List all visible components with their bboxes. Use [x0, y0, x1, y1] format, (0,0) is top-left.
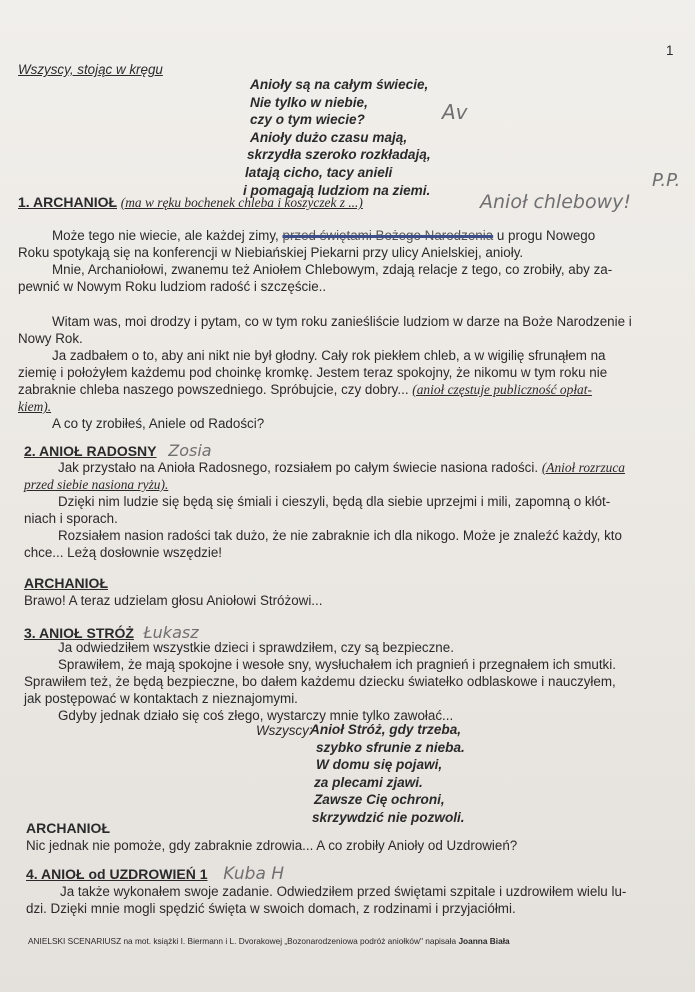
poem-line: szybko sfrunie z nieba. — [316, 739, 465, 755]
stage-direction: (ma w ręku bochenek chleba i koszyczek z ...) — [120, 195, 363, 210]
stage-direction: (anioł częstuje publiczność opłat- — [412, 382, 592, 397]
poem-line: latają cicho, tacy anieli — [245, 164, 393, 180]
section-1-heading — [18, 194, 488, 211]
page-number: 1 — [666, 43, 674, 58]
paragraph: dzi. Dzięki mnie mogli spędzić święta w swoich domach, z rodzinami i przyjaciółmi. — [26, 901, 516, 916]
section-2-body — [24, 459, 670, 561]
paragraph: Brawo! A teraz udzielam głosu Aniołowi Stróżowi... — [24, 593, 323, 608]
handwritten-note: Av — [442, 100, 468, 124]
poem-line: czy o tym wiecie? — [250, 112, 365, 128]
paragraph: A co ty zrobiłeś, Aniele od Radości? — [52, 416, 265, 431]
poem-line: skrzywdzić nie pozwoli. — [312, 809, 465, 825]
poem-line: Anioły są na całym świecie, — [250, 77, 429, 92]
paragraph: niach i sporach. — [24, 511, 118, 526]
paragraph: Sprawiłem też, że będą bezpieczne, bo dałem każdemu dziecku światełko odblaskowe i nauczyłem, — [24, 674, 616, 689]
poem-line: Zawsze Cię ochroni, — [314, 792, 445, 808]
section-4-body — [26, 883, 666, 917]
poem-speaker: Wszyscy: — [256, 723, 313, 738]
section-1-body — [18, 227, 672, 432]
paragraph: Dzięki nim ludzie się będą się śmiali i cieszyli, będą dla siebie uprzejmi i mili, zapomną o kłót- — [58, 494, 611, 509]
handwritten-note: P.P. — [652, 170, 681, 191]
paragraph: Witam was, moi drodzy i pytam, co w tym roku zanieśliście ludziom w darze na Boże Narodzenie i — [52, 314, 632, 329]
section-title: 3. ANIOŁ STRÓŻ — [24, 625, 134, 641]
archaniol-block-2 — [26, 820, 517, 854]
paragraph: Nowy Rok. — [18, 331, 83, 346]
paragraph: Ja także wykonałem swoje zadanie. Odwiedziłem przed świętami szpitale i uzdrowiłem wielu lu- — [60, 884, 627, 899]
stage-direction: kiem). — [18, 399, 52, 414]
paragraph: Ja odwiedziłem wszystkie dzieci i sprawdziłem, czy są bezpieczne. — [58, 640, 454, 655]
struck-text: przed świętami Bożego Narodzenia — [282, 228, 494, 243]
poem-line: Anioł Stróż, gdy trzeba, — [310, 722, 462, 737]
archaniol-block-1 — [24, 575, 322, 609]
stage-direction: (Anioł rozrzuca — [541, 460, 626, 475]
section-title: ARCHANIOŁ — [24, 575, 108, 591]
paragraph: ziemię i położyłem każdemu pod choinkę kromkę. Jestem teraz spokojny, że nikomu w tym roku nie — [18, 365, 608, 380]
handwritten-note: Łukasz — [143, 623, 199, 642]
section-title: 2. ANIOŁ RADOSNY — [24, 443, 157, 459]
paragraph: zabraknie chleba naszego powszedniego. Spróbujcie, czy dobry... (anioł częstuje publiczność opłat- — [18, 382, 592, 397]
footer — [28, 936, 668, 947]
paragraph: Roku spotykają się na konferencji w Niebiańskiej Piekarni przy ulicy Anielskiej, anioły. — [18, 245, 524, 260]
paragraph: Sprawiłem, że mają spokojne i wesołe sny, wysłuchałem ich pragnień i przegnałem ich smutki. — [58, 657, 616, 672]
handwritten-note: Kuba H — [223, 864, 285, 884]
poem-line: skrzydła szeroko rozkładają, — [247, 147, 431, 163]
section-2-heading — [24, 442, 212, 460]
section-title: 1. ARCHANIOŁ — [18, 194, 118, 210]
poem-line: i pomagają ludziom na ziemi. — [243, 182, 431, 198]
paragraph: pewnić w Nowym Roku ludziom radość i szczęście.. — [18, 279, 327, 294]
paragraph: Może tego nie wiecie, ale każdej zimy, przed świętami Bożego Narodzenia u progu Nowego — [52, 228, 596, 243]
poem-line: Nie tylko w niebie, — [250, 94, 368, 110]
paragraph: Jak przystało na Anioła Radosnego, rozsiałem po całym świecie nasiona radości. (Anioł rozrzuca — [58, 460, 626, 475]
footer-author: Joanna Biała — [458, 936, 510, 946]
stage-direction: przed siebie nasiona ryżu). — [24, 477, 169, 492]
poem-line: Anioły dużo czasu mają, — [250, 129, 408, 145]
opening-poem — [242, 76, 502, 199]
paragraph: Ja zadbałem o to, aby ani nikt nie był głodny. Cały rok piekłem chleb, a w wigilię sfrunąłem na — [52, 348, 606, 363]
paragraph: Nic jednak nie pomoże, gdy zabraknie zdrowia... A co zrobiły Anioły od Uzdrowień? — [26, 838, 518, 853]
paragraph: Mnie, Archaniołowi, zwanemu też Aniołem Chlebowym, zdają relacje z tego, co zrobiły, aby za- — [52, 262, 613, 277]
paragraph: Rozsiałem nasion radości tak dużo, że nie zabraknie ich dla nikogo. Może je znaleźć każdy, kto — [58, 528, 622, 543]
section-4-heading — [26, 866, 284, 883]
section-title: 4. ANIOŁ od UZDROWIEŃ 1 — [26, 866, 208, 882]
section-title: ARCHANIOŁ — [26, 820, 110, 836]
intro-label: Wszyscy, stojąc w kręgu — [18, 62, 163, 77]
section-3-body — [24, 639, 670, 724]
poem-line: za plecami zjawi. — [314, 774, 423, 790]
paragraph: chce... Leżą dosłownie wszędzie! — [24, 545, 222, 560]
poem-line: W domu się pojawi, — [316, 757, 443, 773]
paragraph: Gdyby jednak działo się coś złego, wystarczy mnie tylko zawołać... — [58, 708, 454, 723]
guardian-poem — [310, 721, 550, 827]
handwritten-note: Zosia — [168, 441, 212, 460]
handwritten-note: Anioł chlebowy! — [480, 191, 631, 213]
paragraph: jak postępować w kontaktach z nieznajomymi. — [24, 691, 298, 706]
footer-text: ANIELSKI SCENARIUSZ na mot. książki I. Biermann i L. Dvorakowej „Bozonarodzeniowa podróż aniołków" napisała — [28, 936, 457, 946]
